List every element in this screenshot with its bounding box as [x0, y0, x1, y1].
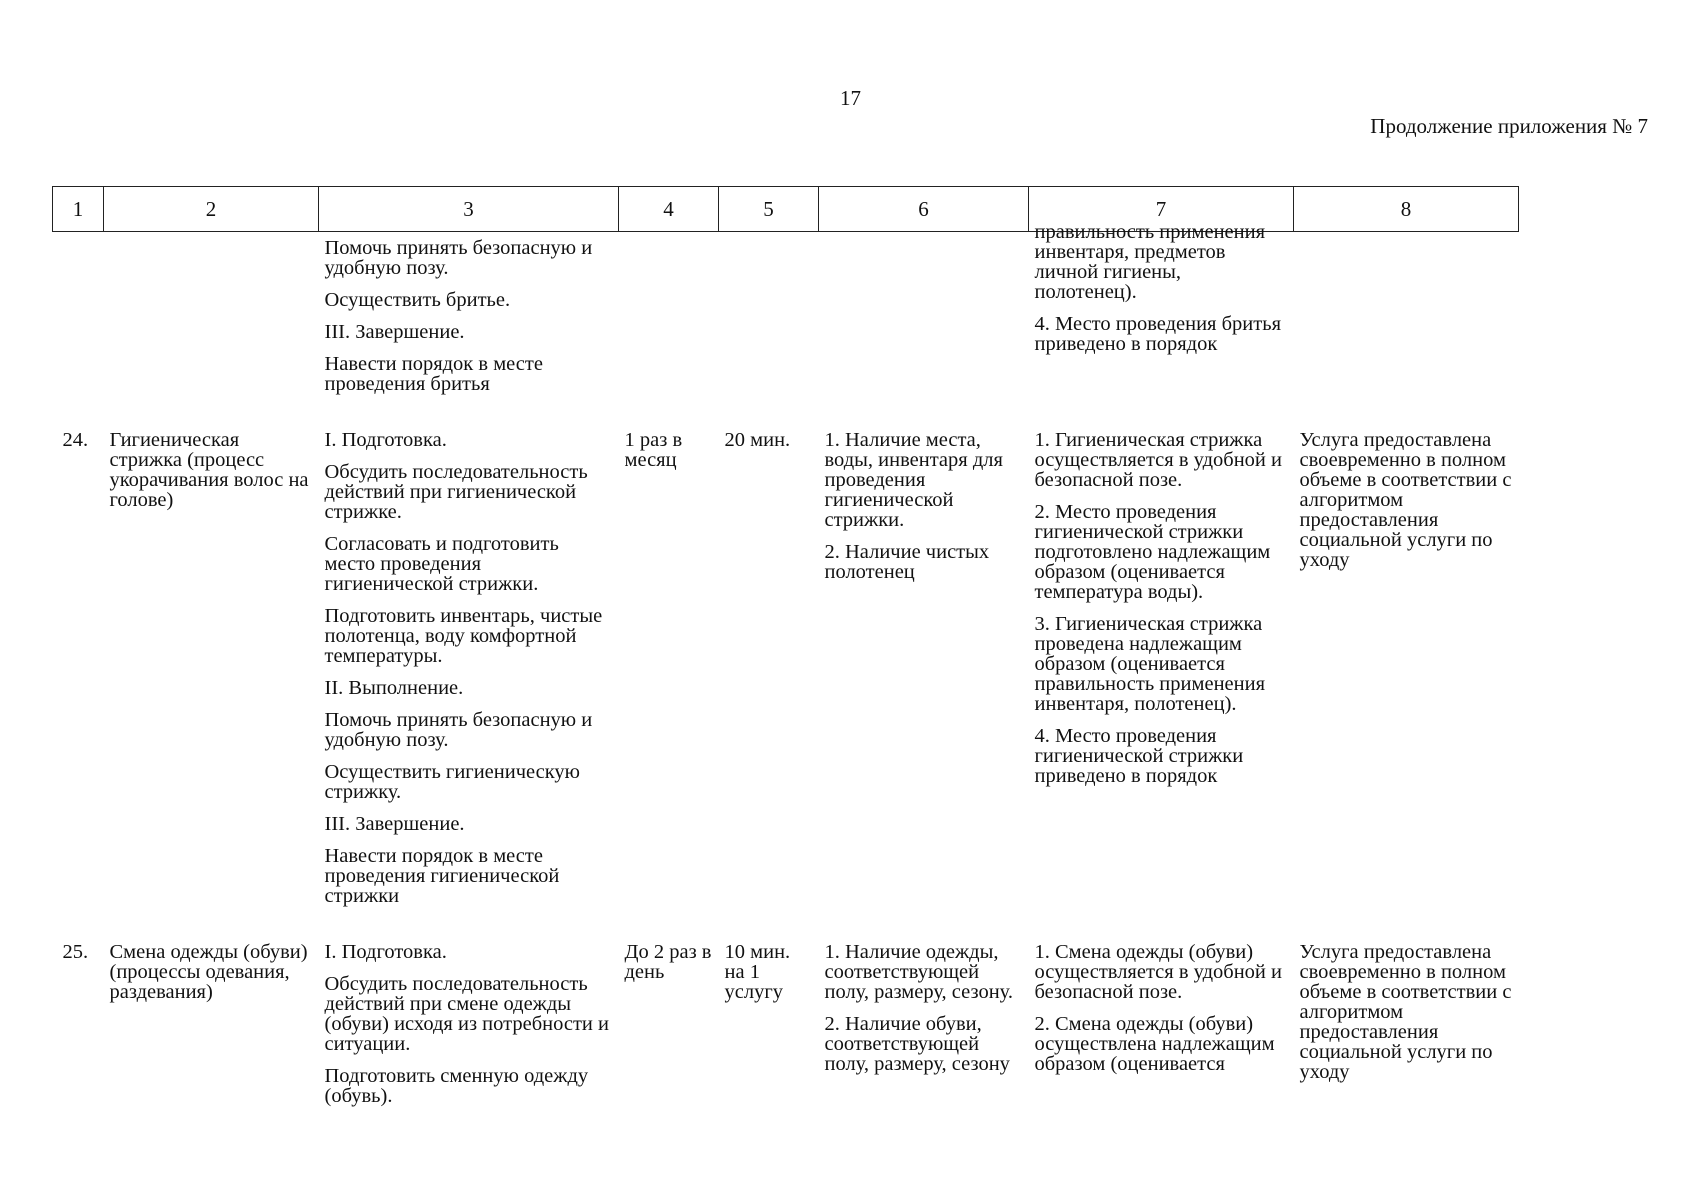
- step-text: Обсудить последовательность действий при смене одежды (обуви) исходя из потребности и ситуации.: [324, 973, 609, 1055]
- row-spacer: [53, 906, 1519, 940]
- step-text: I. Подготовка.: [324, 941, 447, 963]
- condition-text: 2. Наличие обуви, соответствующей полу, размеру, сезону: [824, 1013, 1010, 1075]
- condition-text: 1. Наличие одежды, соответствующей полу, размеру, сезону.: [824, 941, 1014, 1003]
- cell-empty: [1294, 232, 1519, 395]
- service-table: [52, 186, 1519, 1106]
- row-number: 25.: [62, 941, 89, 963]
- service-frequency: До 2 раз в день: [624, 941, 712, 983]
- header-col-7: 7: [1029, 187, 1294, 232]
- indicator-text: 1. Смена одежды (обуви) осуществляется в удобной и безопасной позе.: [1034, 941, 1282, 1003]
- service-name: Смена одежды (обуви) (процессы одевания, раздевания): [109, 941, 308, 1003]
- service-duration: 20 мин.: [724, 429, 791, 451]
- service-name: Гигиеническая стрижка (процесс укорачивания волос на голове): [109, 429, 309, 511]
- indicator-text: 4. Место проведения бритья приведено в порядок: [1034, 313, 1282, 355]
- cell-empty: [53, 232, 104, 395]
- cell-empty: [819, 232, 1029, 395]
- header-col-3: 3: [319, 187, 619, 232]
- header-row: [53, 187, 1519, 232]
- row-spacer: [53, 394, 1519, 428]
- service-conditions: [819, 428, 1029, 906]
- step-text: Обсудить последовательность действий при гигиенической стрижке.: [324, 461, 588, 523]
- service-indicators: [1029, 428, 1294, 906]
- indicator-text: 4. Место проведения гигиенической стрижки приведено в порядок: [1034, 725, 1244, 787]
- service-steps: [319, 940, 619, 1106]
- continuation-row: [53, 232, 1519, 395]
- header-col-5: 5: [719, 187, 819, 232]
- step-text: Помочь принять безопасную и удобную позу.: [324, 237, 593, 279]
- indicator-text: 2. Место проведения гигиенической стрижки подготовлено надлежащим образом (оценивается температура воды).: [1034, 501, 1271, 603]
- step-text: III. Завершение.: [324, 321, 465, 343]
- indicator-text: 3. Гигиеническая стрижка проведена надлежащим образом (оценивается правильность применения инвентаря, полотенец).: [1034, 613, 1266, 715]
- service-steps: [319, 428, 619, 906]
- header-col-1: 1: [53, 187, 104, 232]
- cell-empty: [619, 232, 719, 395]
- step-text: Подготовить инвентарь, чистые полотенца, воду комфортной температуры.: [324, 605, 603, 667]
- service-duration: 10 мин. на 1 услугу: [724, 941, 791, 1003]
- step-text: III. Завершение.: [324, 813, 465, 835]
- cell-empty: [719, 232, 819, 395]
- condition-text: 2. Наличие чистых полотенец: [824, 541, 990, 583]
- step-text: Согласовать и подготовить место проведения гигиенической стрижки.: [324, 533, 559, 595]
- service-result: Услуга предоставлена своевременно в полном объеме в соответствии с алгоритмом предоставления социальной услуги по уходу: [1299, 429, 1512, 571]
- table-row: [53, 940, 1519, 1106]
- header-col-2: 2: [104, 187, 319, 232]
- step-text: Навести порядок в месте проведения бритья: [324, 353, 543, 395]
- continuation-steps: [319, 232, 619, 395]
- step-text: Осуществить бритье.: [324, 289, 511, 311]
- header-col-8: 8: [1294, 187, 1519, 232]
- step-text: I. Подготовка.: [324, 429, 447, 451]
- service-table-wrapper: [52, 186, 1519, 1106]
- service-indicators: [1029, 940, 1294, 1106]
- step-text: Навести порядок в месте проведения гигиенической стрижки: [324, 845, 560, 907]
- service-frequency: 1 раз в месяц: [624, 429, 683, 471]
- cell-empty: [104, 232, 319, 395]
- header-col-6: 6: [819, 187, 1029, 232]
- row-number: 24.: [62, 429, 89, 451]
- indicator-text: 2. Смена одежды (обуви) осуществлена надлежащим образом (оценивается: [1034, 1013, 1275, 1075]
- service-conditions: [819, 940, 1029, 1106]
- service-result: Услуга предоставлена своевременно в полном объеме в соответствии с алгоритмом предоставления социальной услуги по уходу: [1299, 941, 1512, 1083]
- page-number: 17: [840, 86, 861, 110]
- indicator-text: правильность применения инвентаря, предметов личной гигиены, полотенец).: [1034, 221, 1266, 303]
- continuation-indicators: [1029, 222, 1294, 385]
- step-text: II. Выполнение.: [324, 677, 464, 699]
- table-row: [53, 428, 1519, 906]
- step-text: Помочь принять безопасную и удобную позу.: [324, 709, 593, 751]
- appendix-note: Продолжение приложения № 7: [1370, 114, 1648, 138]
- condition-text: 1. Наличие места, воды, инвентаря для проведения гигиенической стрижки.: [824, 429, 1003, 531]
- indicator-text: 1. Гигиеническая стрижка осуществляется в удобной и безопасной позе.: [1034, 429, 1282, 491]
- header-col-4: 4: [619, 187, 719, 232]
- step-text: Осуществить гигиеническую стрижку.: [324, 761, 580, 803]
- step-text: Подготовить сменную одежду (обувь).: [324, 1065, 589, 1107]
